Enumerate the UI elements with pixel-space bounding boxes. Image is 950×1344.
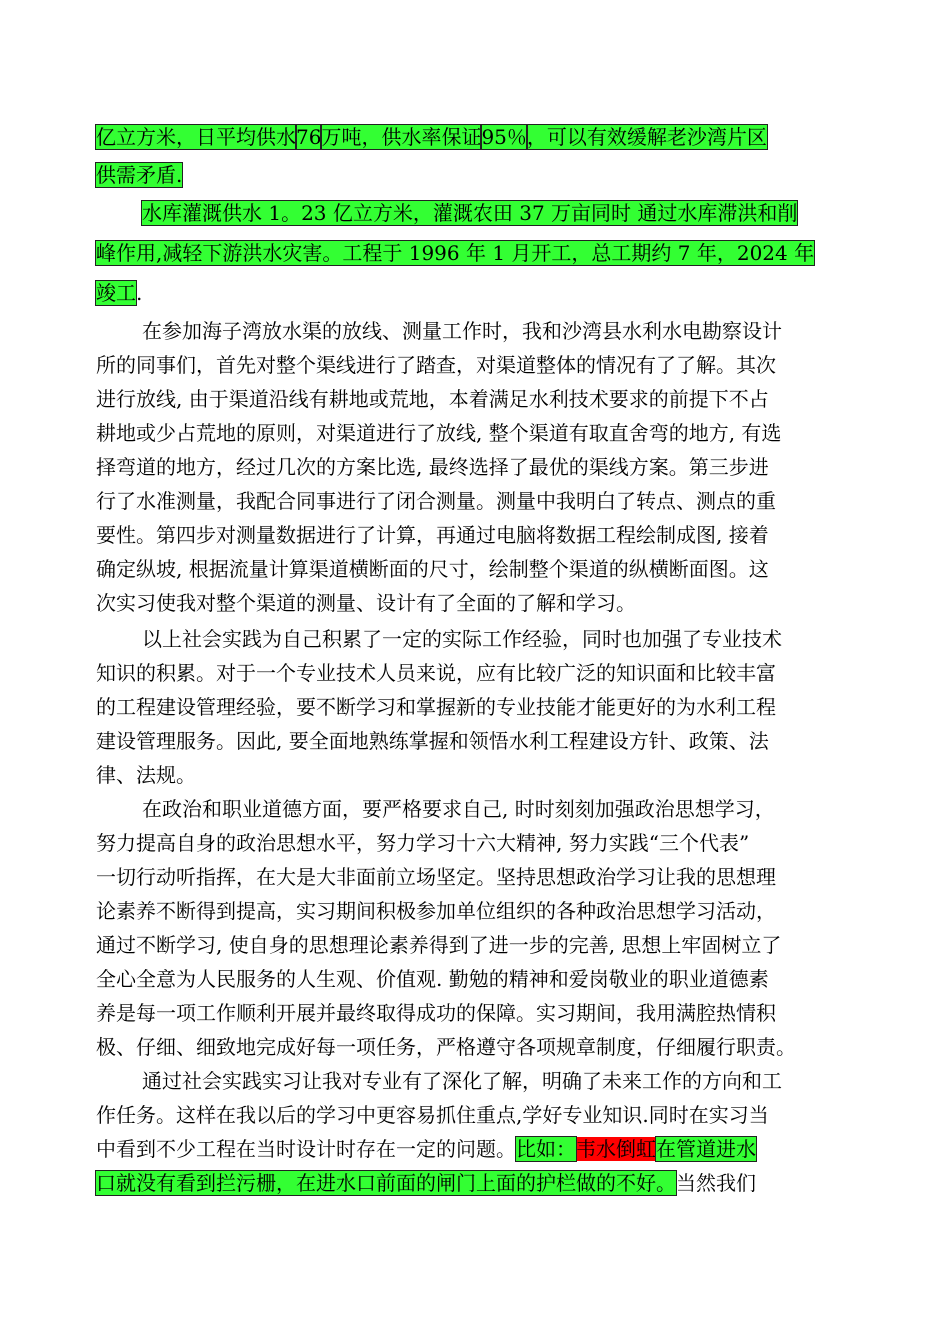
text-segment: 要性。第四步对测量数据进行了计算，再通过电脑将数据工程绘制成图, 接着 [96,523,769,547]
text-line [96,1034,796,1060]
text-line [142,626,782,652]
text-line [96,694,776,720]
text-segment: 当然我们 [676,1171,756,1195]
text-line [96,420,781,446]
text-line [96,556,769,582]
text-segment: 一切行动听指挥，在大是大非面前立场坚定。坚持思想政治学习让我的思想理 [96,865,776,889]
text-line [96,728,769,754]
text-line [96,830,749,856]
text-segment: 建设管理服务。因此, 要全面地熟练掌握和领悟水利工程建设方针、政策、法 [96,729,769,753]
text-segment: . [136,281,143,305]
text-line [142,200,797,226]
text-line [142,1068,782,1094]
text-line [96,280,142,306]
text-segment: 进行放线, 由于渠道沿线有耕地或荒地，本着满足水利技术要求的前提下不占 [96,387,769,411]
text-segment: 养是每一项工作顺利开展并最终取得成功的保障。实习期间，我用满腔热情积 [96,1001,776,1025]
text-line [142,318,782,344]
text-line [96,966,769,992]
text-line [96,240,814,266]
text-line [142,796,775,822]
highlight: 峰作用,减轻下游洪水灾害。工程于 1996 年 1 月开工，总工期约 7 年，2024 年 [96,241,815,265]
text-line [96,522,769,548]
highlight-red: 韦水倒虹 [576,1137,656,1161]
text-line [96,590,636,616]
text-line [96,898,776,924]
text-segment: 在政治和职业道德方面，要严格要求自己, 时时刻刻加强政治思想学习， [142,797,775,821]
text-line [96,454,769,480]
highlight: 口就没有看到拦污栅，在进水口前面的闸门上面的护栏做的不好。 [96,1171,676,1195]
highlight: 水库灌溉供水 1。23 亿立方米，灌溉农田 37 万亩同时 通过水库滞洪和削 [142,201,798,225]
text-segment: 的工程建设管理经验，要不断学习和掌握新的专业技能才能更好的为水利工程 [96,695,776,719]
text-segment: 择弯道的地方，经过几次的方案比选, 最终选择了最优的渠线方案。第三步进 [96,455,769,479]
text-segment: 次实习使我对整个渠道的测量、设计有了全面的了解和学习。 [96,591,636,615]
text-line [96,762,196,788]
text-segment: 知识的积累。对于一个专业技术人员来说，应有比较广泛的知识面和比较丰富 [96,661,776,685]
text-segment: 极、仔细、细致地完成好每一项任务，严格遵守各项规章制度，仔细履行职责。 [96,1035,796,1059]
highlight-boxed: 76 [296,125,322,149]
text-segment: 所的同事们，首先对整个渠线进行了踏查，对渠道整体的情况有了了解。其次 [96,353,776,377]
text-line [96,1000,776,1026]
text-line [96,162,182,188]
text-segment: 律、法规。 [96,763,196,787]
text-segment: 耕地或少占荒地的原则，对渠道进行了放线, 整个渠道有取直舍弯的地方, 有选 [96,421,782,445]
text-line [96,932,781,958]
text-segment: 确定纵坡, 根据流量计算渠道横断面的尺寸，绘制整个渠道的纵横断面图。这 [96,557,769,581]
text-segment: 通过不断学习, 使自身的思想理论素养得到了进一步的完善, 思想上牢固树立了 [96,933,782,957]
highlight: 万吨，供水率保证 [321,125,482,149]
text-segment: 行了水准测量，我配合同事进行了闭合测量。测量中我明白了转点、测点的重 [96,489,776,513]
text-segment: 努力提高自身的政治思想水平，努力学习十六大精神, 努力实践“三个代表” [96,831,750,855]
text-segment: 中看到不少工程在当时设计时存在一定的问题。 [96,1137,516,1161]
text-line [96,124,767,150]
text-line [96,386,769,412]
text-segment: 论素养不断得到提高，实习期间积极参加单位组织的各种政治思想学习活动， [96,899,776,923]
text-line [96,660,776,686]
text-line [96,864,776,890]
highlight: 在管道进水 [656,1137,756,1161]
highlight: 亿立方米，日平均供水 [96,125,296,149]
text-segment: 在参加海子湾放水渠的放线、测量工作时，我和沙湾县水利水电勘察设计 [142,319,782,343]
text-line [96,1170,756,1196]
highlight: ，可以有效缓解老沙湾片区 [526,125,767,149]
text-line [96,1136,756,1162]
text-line [96,1102,769,1128]
text-segment: 全心全意为人民服务的人生观、价值观. 勤勉的精神和爱岗敬业的职业道德素 [96,967,769,991]
highlight: 比如： [516,1137,576,1161]
text-segment: 作任务。这样在我以后的学习中更容易抓住重点,学好专业知识.同时在实习当 [96,1103,769,1127]
highlight: 供需矛盾. [96,163,183,187]
highlight: 竣工 [96,281,136,305]
text-line [96,488,776,514]
text-segment: 以上社会实践为自己积累了一定的实际工作经验，同时也加强了专业技术 [142,627,782,651]
text-segment: 通过社会实践实习让我对专业有了深化了解，明确了未来工作的方向和工 [142,1069,782,1093]
highlight-boxed: 95％ [481,125,527,149]
text-line [96,352,776,378]
